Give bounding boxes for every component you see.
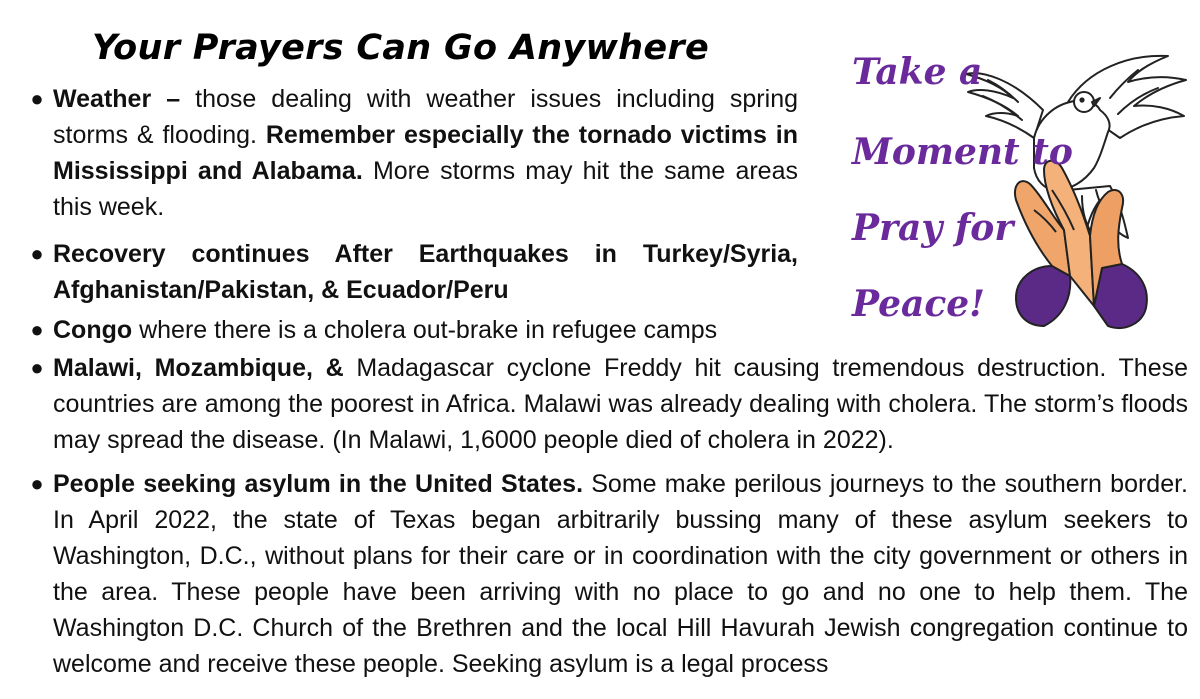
list-item-bold: Weather – (53, 85, 181, 113)
graphic-line-3: Pray for (852, 207, 1014, 249)
bullet-icon: ● (30, 471, 44, 496)
bullet-icon: ● (30, 241, 44, 266)
list-item-bold: Remember especially the tornado victims in Mississippi and Alabama. (53, 121, 799, 185)
page-title: Your Prayers Can Go Anywhere (92, 28, 710, 68)
list-item-plain: More storms may hit the same areas this week. (53, 157, 798, 221)
list-item-bold: Malawi, Mozambique, & (53, 354, 344, 382)
praying-hands-icon (1015, 161, 1147, 328)
list-item-text (53, 466, 1188, 682)
list-item-text (53, 350, 1188, 458)
list-item-plain: Some make perilous journeys to the southern border. In April 2022, the state of Texas began arbitrarily bussing many of these asylum seekers to Washington, D.C., without plans for their care or in coordination with the city government or others in the area. These people have been arriving with no place to go and no one to help them. The Washington D.C. Church of the Brethren and the local Hill Havurah Jewish congregation continue to welcome and receive these people. Seeking asylum is a legal process (53, 470, 1188, 678)
bullet-icon: ● (30, 355, 44, 380)
list-item-bold: Congo (53, 316, 133, 344)
graphic-line-4: Peace! (852, 283, 985, 325)
list-item-text (53, 236, 798, 308)
list-item-text (53, 81, 798, 225)
list-item-plain: where there is a cholera out-brake in refugee camps (132, 316, 718, 344)
prayer-graphic (838, 40, 1200, 340)
list-item-plain: Madagascar cyclone Freddy hit causing tremendous destruction. These countries are among the poorest in Africa. Malawi was already dealing with cholera. The storm’s floods may spread the disease. (In Malawi, 1,6000 people died of cholera in 2022). (53, 354, 1189, 454)
list-item-bold: People seeking asylum in the United States. (53, 470, 584, 498)
bullet-icon: ● (30, 317, 44, 342)
graphic-line-1: Take a (852, 51, 983, 93)
list-item-text (53, 312, 798, 348)
bullet-icon: ● (30, 86, 44, 111)
graphic-line-2: Moment to (852, 131, 1073, 173)
list-item-bold: Recovery continues After Earthquakes in Turkey/Syria, Afghanistan/Pakistan, & Ecuador/Peru (53, 240, 798, 304)
list-item-plain: those dealing with weather issues including spring storms & flooding. (53, 85, 798, 149)
